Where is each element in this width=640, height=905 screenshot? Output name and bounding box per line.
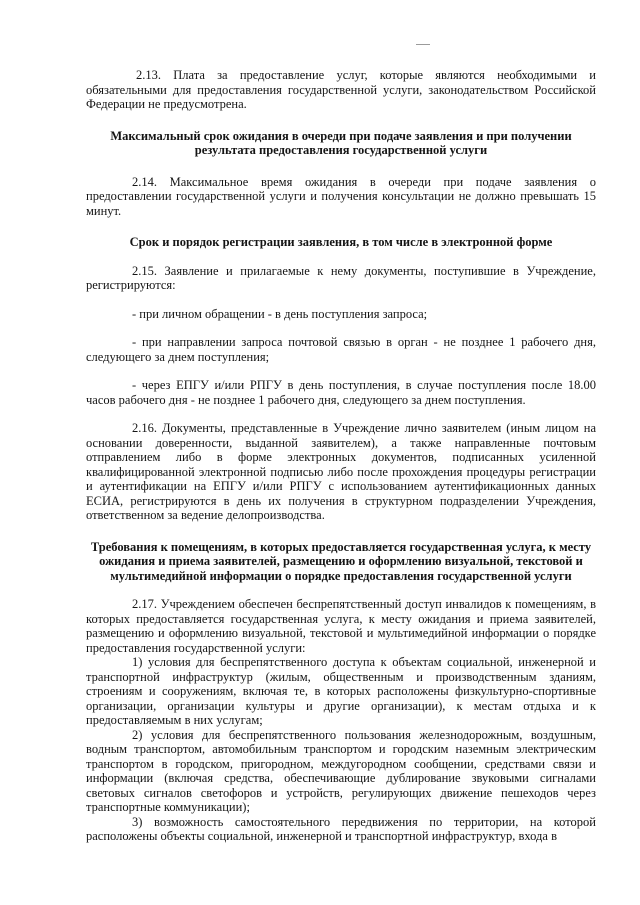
scan-mark (416, 44, 430, 45)
paragraph-2-14: 2.14. Максимальное время ожидания в очереди при подаче заявления о предоставлении государственной услуги и получения консультации не должно превышать 15 минут. (86, 174, 596, 218)
paragraph-2-17-item-2: 2) условия для беспрепятственного пользования железнодорожным, воздушным, водным транспортом, автомобильным транспортом и городским наземным электрическим транспортом в городском, пригородном, междугородном сообщении, средствами связи и информации (включая средства, обеспечивающие дублирование звуковыми сигналами световых сигналов светофоров и устройств, регулирующих движение пешеходов через транспортные коммуникации); (86, 727, 596, 814)
paragraph-2-16: 2.16. Документы, представленные в Учреждение лично заявителем (иным лицом на основании доверенности, выданной заявителем), а также направленные почтовым отправлением либо в форме электронных документов, подписанных усиленной квалифицированной электронной подписью либо после прохождения процедуры регистрации и аутентификации на ЕПГУ и/или РПГУ с использованием аутентификационных данных ЕСИА, регистрируются в день их получения в структурном подразделении Учреждения, ответственном за ведение делопроизводства. (86, 421, 596, 522)
paragraph-2-17-item-1: 1) условия для беспрепятственного доступа к объектам социальной, инженерной и транспортной инфраструктур (жилым, общественным и производственным зданиям, строениям и сооружениям, включая те, в которых расположены физкультурно-спортивные организации, организации культуры и другие организации), к местам отдыха и к предоставляемым в них услугам; (86, 655, 596, 727)
list-item-online-portal: - через ЕПГУ и/или РПГУ в день поступления, в случае поступления после 18.00 часов рабочего дня - не позднее 1 рабочего дня, следующего за днем поступления. (86, 378, 596, 407)
heading-max-wait-time: Максимальный срок ожидания в очереди при подаче заявления и при получении результата предоставления государственной услуги (110, 128, 572, 157)
paragraph-2-17-item-3: 3) возможность самостоятельного передвижения по территории, на которой расположены объекты социальной, инженерной и транспортной инфраструктур, входа в (86, 814, 596, 843)
heading-premises-requirements: Требования к помещениям, в которых предоставляется государственная услуга, к месту ожидания и приема заявителей, размещению и оформлению визуальной, текстовой и мультимедийной информации о порядке предоставления государственной услуги (90, 539, 592, 583)
paragraph-2-13: 2.13. Плата за предоставление услуг, которые являются необходимыми и обязательными для предоставления государственной услуги, законодательством Российской Федерации не предусмотрена. (86, 68, 596, 111)
paragraph-2-15: 2.15. Заявление и прилагаемые к нему документы, поступившие в Учреждение, регистрируются: (86, 263, 596, 292)
paragraph-2-17: 2.17. Учреждением обеспечен беспрепятственный доступ инвалидов к помещениям, в которых предоставляется государственная услуга, к месту ожидания и приема заявителей, размещению и оформлению визуальной, текстовой и мультимедийной информации о порядке предоставления государственной услуги: (86, 597, 596, 655)
heading-registration: Срок и порядок регистрации заявления, в том числе в электронной форме (129, 235, 553, 249)
list-item-postal: - при направлении запроса почтовой связью в орган - не позднее 1 рабочего дня, следующего за днем поступления; (86, 335, 596, 364)
list-item-personal-visit: - при личном обращении - в день поступления запроса; (132, 306, 428, 321)
